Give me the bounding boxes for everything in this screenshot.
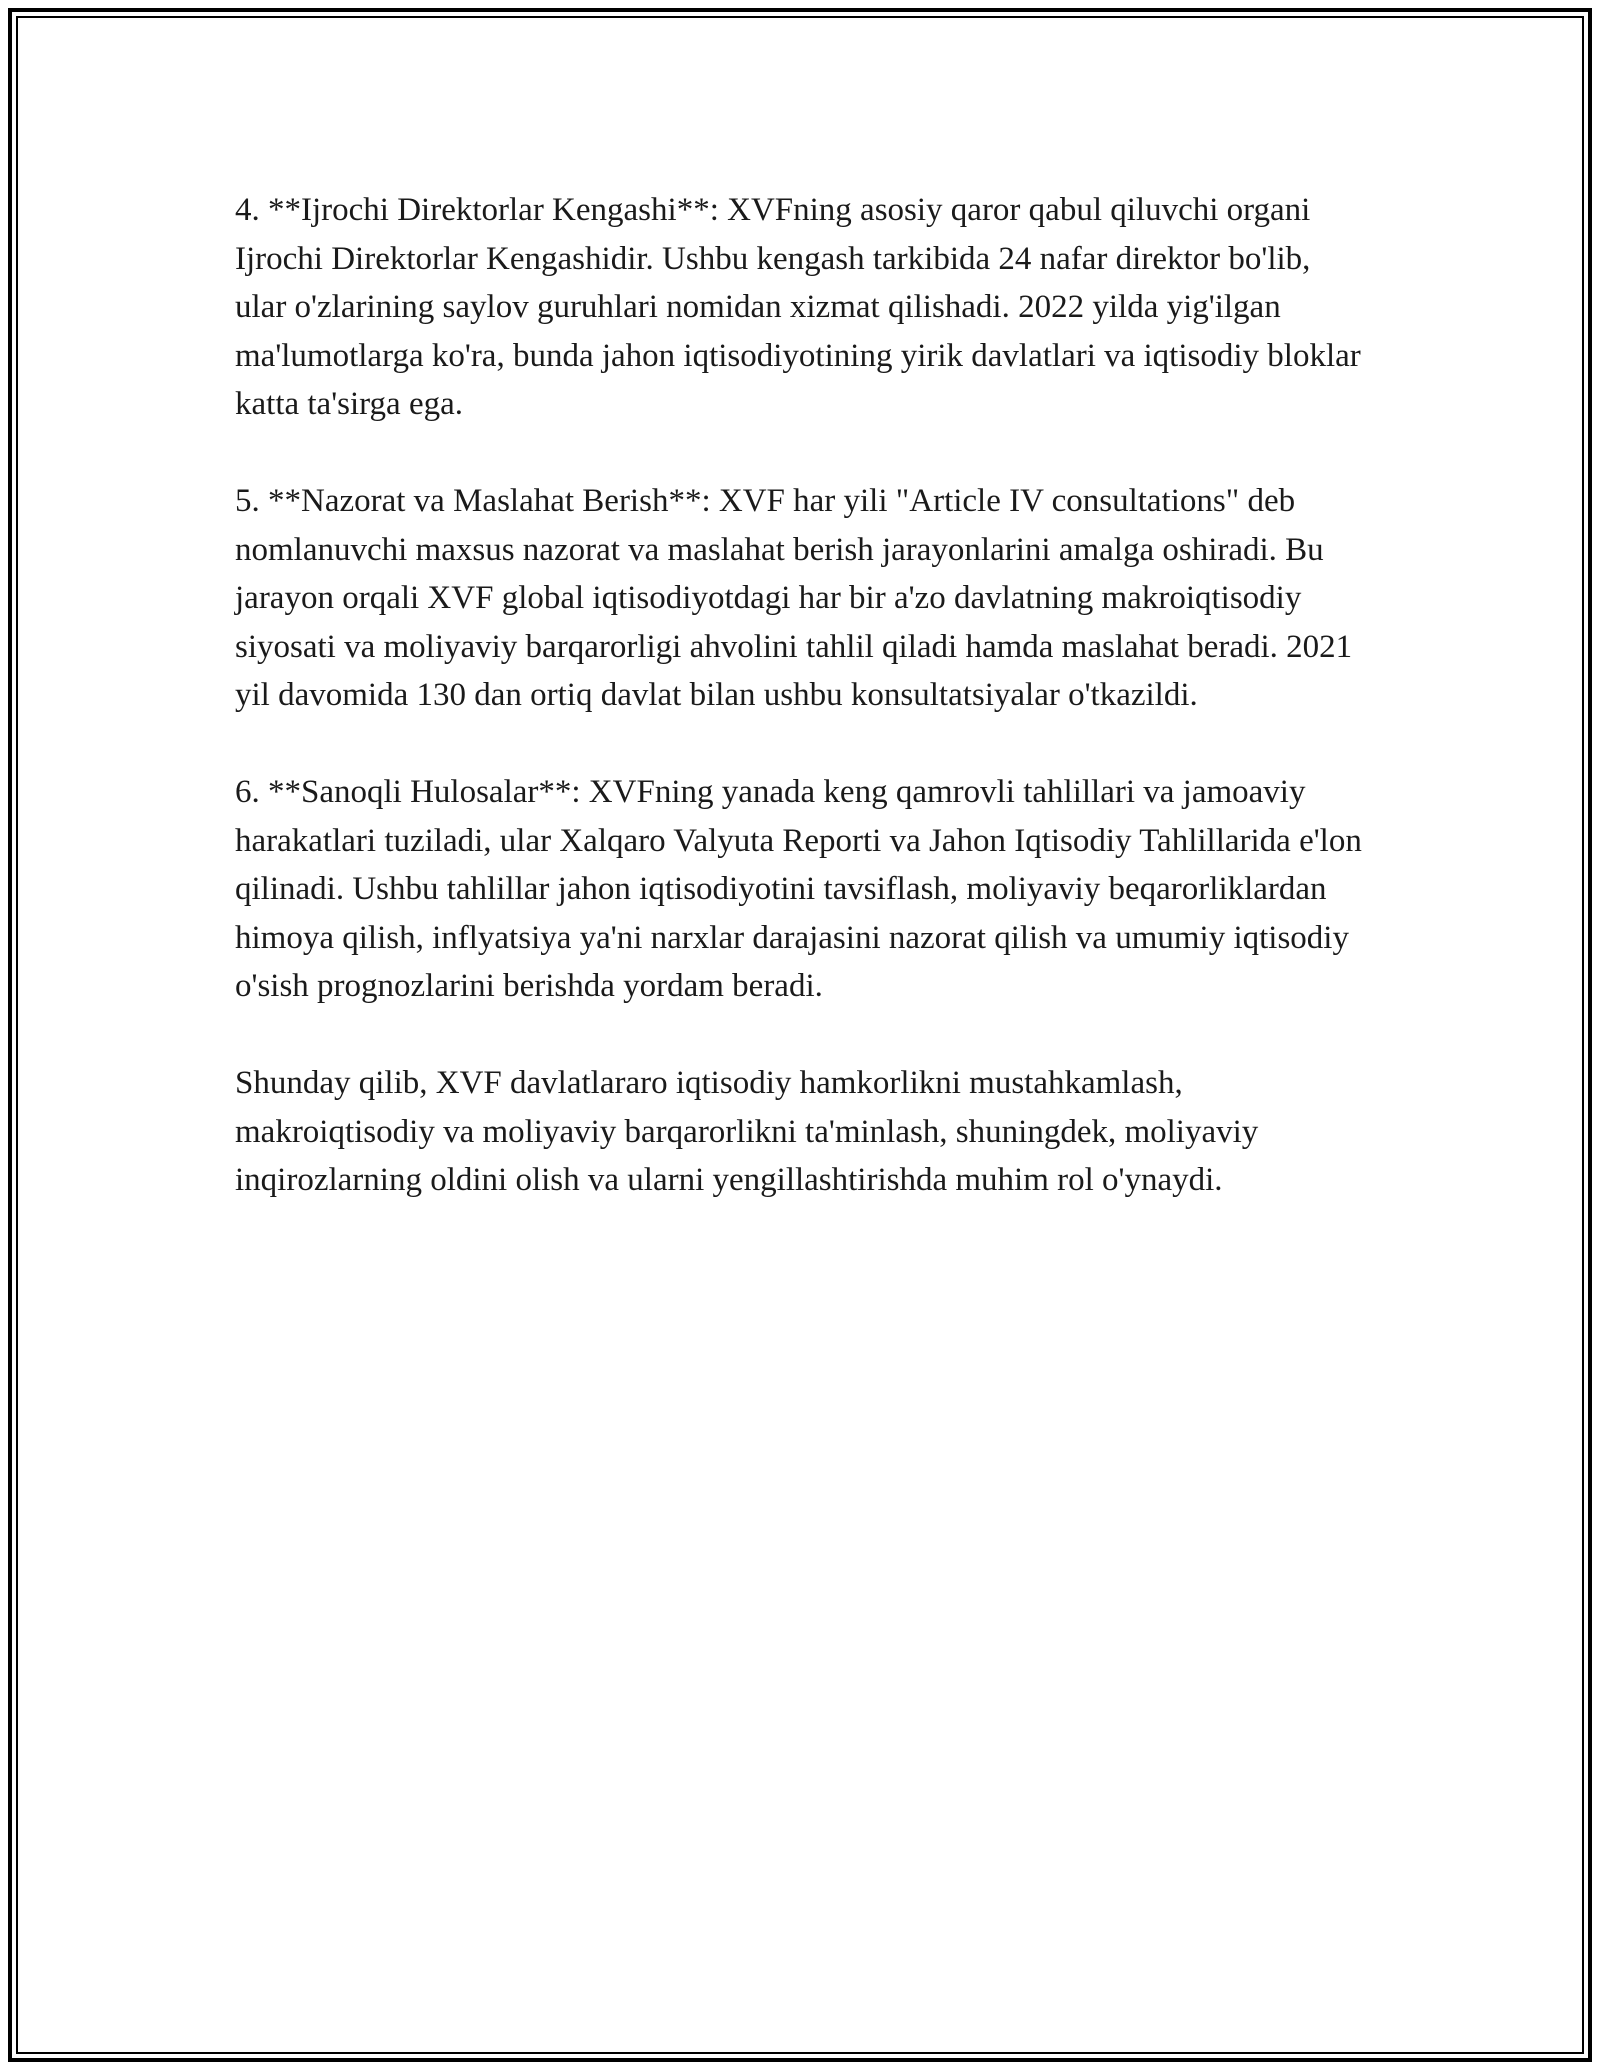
document-body — [235, 186, 1365, 1253]
paragraph-conclusions: 6. **Sanoqli Hulosalar**: XVFning yanada keng qamrovli tahlillari va jamoaviy harakatlari tuziladi, ular Xalqaro Valyuta Reporti va Jahon Iqtisodiy Tahlillarida e'lon qilinadi. Ushbu tahlillar jahon iqtisodiyotini tavsiflash, moliyaviy beqarorliklardan himoya qilish, inflyatsiya ya'ni narxlar darajasini nazorat qilish va umumiy iqtisodiy o'sish prognozlarini berishda yordam beradi. — [235, 774, 1362, 1004]
paragraph-summary: Shunday qilib, XVF davlatlararo iqtisodiy hamkorlikni mustahkamlash, makroiqtisodiy va moliyaviy barqarorlikni ta'minlash, shuningdek, moliyaviy inqirozlarning oldini olish va ularni yengillashtirishda muhim rol o'ynaydi. — [235, 1065, 1259, 1198]
paragraph-surveillance: 5. **Nazorat va Maslahat Berish**: XVF har yili "Article IV consultations" deb nomlanuvchi maxsus nazorat va maslahat berish jarayonlarini amalga oshiradi. Bu jarayon orqali XVF global iqtisodiyotdagi har bir a'zo davlatning makroiqtisodiy siyosati va moliyaviy barqarorligi ahvolini tahlil qiladi hamda maslahat beradi. 2021 yil davomida 130 dan ortiq davlat bilan ushbu konsultatsiyalar o'tkazildi. — [235, 483, 1353, 713]
paragraph-board-of-directors: 4. **Ijrochi Direktorlar Kengashi**: XVFning asosiy qaror qabul qiluvchi organi Ijrochi Direktorlar Kengashidir. Ushbu kengash tarkibida 24 nafar direktor bo'lib, ular o'zlarining saylov guruhlari nomidan xizmat qilishadi. 2022 yilda yig'ilgan ma'lumotlarga ko'ra, bunda jahon iqtisodiyotining yirik davlatlari va iqtisodiy bloklar katta ta'sirga ega. — [235, 192, 1361, 422]
